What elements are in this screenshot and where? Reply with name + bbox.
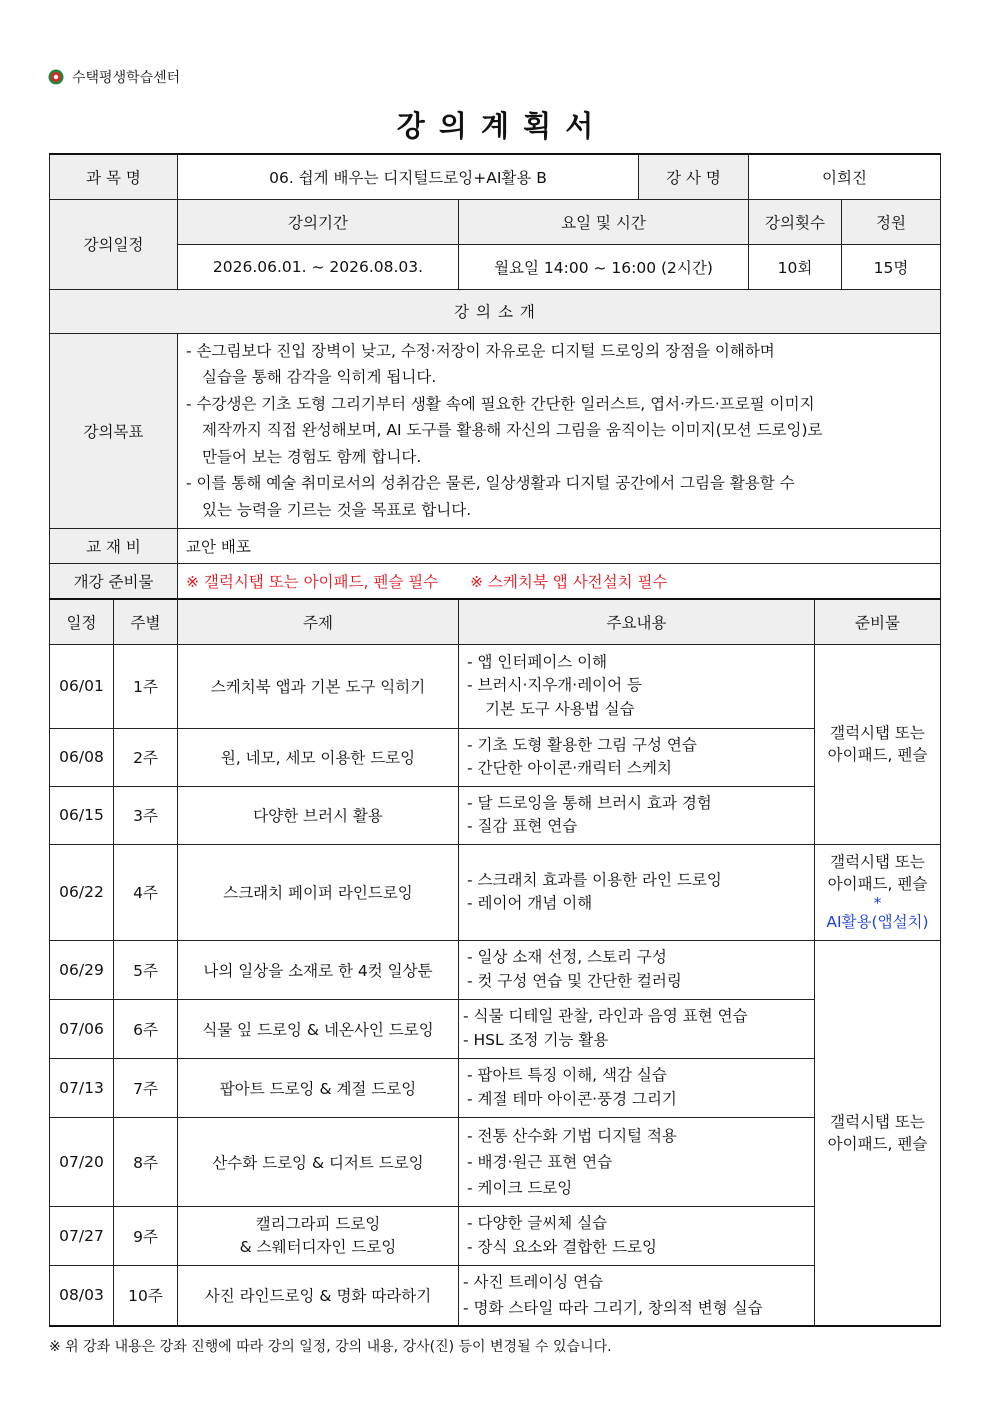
org-name: 수택평생학습센터	[72, 70, 181, 86]
row-date: 06/01	[50, 644, 114, 728]
objective-item: - 수강생은 기초 도형 그리기부터 생활 속에 필요한 간단한 일러스트, 엽서·카드·프로필 이미지 제작까지 직접 완성해보며, AI 도구를 활용해 자신의 그림을 움직이는 이미지(모션 드로잉)로 만들어 보는 경험도 함께 합니다.	[186, 394, 823, 466]
supplies-value	[178, 563, 941, 598]
content-item: - 케이크 드로잉	[467, 1178, 573, 1197]
content-item: 기본 도구 사용법 실습	[485, 699, 635, 718]
content-item: - 스크래치 효과를 이용한 라인 드로잉	[467, 870, 722, 889]
topic-line: 캘리그라피 드로잉	[255, 1214, 381, 1233]
prep-text: 아이패드, 펜슬	[827, 746, 928, 764]
row-date: 06/08	[50, 728, 114, 786]
row-content	[459, 999, 815, 1058]
prep-group-3	[815, 940, 941, 1326]
course-info-table	[49, 153, 941, 599]
row-week: 5주	[114, 940, 178, 999]
col-content: 주요내용	[459, 599, 815, 644]
row-topic: 스케치북 앱과 기본 도구 익히기	[178, 644, 459, 728]
prep-ai-note: AI활용(앱설치)	[826, 913, 929, 931]
table-row	[50, 999, 941, 1058]
supplies-app: ※ 스케치북 앱 사전설치 필수	[470, 572, 668, 591]
table-row	[50, 644, 941, 728]
page-title: 강 의 계 획 서	[396, 109, 596, 143]
textbook-label: 교 재 비	[50, 528, 178, 563]
col-week: 주별	[114, 599, 178, 644]
content-item: - 달 드로잉을 통해 브러시 효과 경험	[467, 793, 712, 812]
col-date: 일정	[50, 599, 114, 644]
content-item: - 질감 표현 연습	[467, 817, 578, 835]
content-item: - 간단한 아이콘·캐릭터 스케치	[467, 759, 672, 777]
row-content	[459, 844, 815, 940]
footer-note: ※ 위 강좌 내용은 강좌 진행에 따라 강의 일정, 강의 내용, 강사(진) 등이 변경될 수 있습니다.	[49, 1339, 612, 1355]
objective-content	[178, 333, 941, 528]
content-item: - 전통 산수화 기법 디지털 적용	[467, 1126, 677, 1145]
content-item: - 배경·원근 표현 연습	[467, 1152, 613, 1171]
content-item: - 브러시·지우개·레이어 등	[467, 676, 643, 695]
flower-logo-icon	[48, 69, 64, 85]
prep-group-2	[815, 844, 941, 940]
weekly-plan-table	[49, 598, 941, 1327]
day-time-value: 월요일 14:00 ~ 16:00 (2시간)	[459, 244, 749, 289]
row-topic: 원, 네모, 세모 이용한 드로잉	[178, 728, 459, 786]
content-item: - 사진 트레이싱 연습	[463, 1273, 604, 1292]
content-item: - 일상 소재 선정, 스토리 구성	[467, 948, 667, 966]
row-content	[459, 728, 815, 786]
capacity-value: 15명	[842, 244, 941, 289]
row-content	[459, 1206, 815, 1265]
page-header	[48, 66, 180, 88]
intro-heading: 강 의 소 개	[50, 289, 941, 333]
sessions-label: 강의횟수	[749, 199, 842, 244]
table-row	[50, 1265, 941, 1326]
row-date: 07/06	[50, 999, 114, 1058]
row-date: 07/13	[50, 1058, 114, 1117]
row-topic: 팝아트 드로잉 & 계절 드로잉	[178, 1058, 459, 1117]
row-content	[459, 786, 815, 844]
schedule-label: 강의일정	[50, 199, 178, 289]
content-item: - HSL 조정 기능 활용	[463, 1030, 609, 1049]
row-content	[459, 644, 815, 728]
period-value: 2026.06.01. ~ 2026.08.03.	[178, 244, 459, 289]
row-week: 8주	[114, 1117, 178, 1206]
table-row	[50, 786, 941, 844]
table-row	[50, 728, 941, 786]
prep-text: 갤럭시탭 또는	[830, 724, 925, 742]
col-topic: 주제	[178, 599, 459, 644]
row-week: 2주	[114, 728, 178, 786]
prep-asterisk: *	[873, 894, 882, 912]
table-row	[50, 1206, 941, 1265]
row-date: 07/20	[50, 1117, 114, 1206]
content-item: - 식물 디테일 관찰, 라인과 음영 표현 연습	[463, 1007, 748, 1025]
row-topic	[178, 1206, 459, 1265]
content-item: - 명화 스타일 따라 그리기, 창의적 변형 실습	[463, 1299, 763, 1318]
content-item: - 기초 도형 활용한 그림 구성 연습	[467, 735, 697, 754]
row-week: 6주	[114, 999, 178, 1058]
prep-group-1	[815, 644, 941, 844]
row-content	[459, 940, 815, 999]
row-topic: 다양한 브러시 활용	[178, 786, 459, 844]
prep-text: 갤럭시탭 또는	[830, 1112, 925, 1131]
row-week: 9주	[114, 1206, 178, 1265]
row-date: 06/22	[50, 844, 114, 940]
row-week: 7주	[114, 1058, 178, 1117]
row-date: 08/03	[50, 1265, 114, 1326]
row-week: 1주	[114, 644, 178, 728]
row-content	[459, 1058, 815, 1117]
table-row	[50, 1117, 941, 1206]
capacity-label: 정원	[842, 199, 941, 244]
subject-value: 06. 쉽게 배우는 디지털드로잉+AI활용 B	[178, 154, 639, 199]
content-item: - 장식 요소와 결합한 드로잉	[467, 1237, 658, 1256]
period-label: 강의기간	[178, 199, 459, 244]
objective-label: 강의목표	[50, 333, 178, 528]
table-row	[50, 1058, 941, 1117]
prep-text: 아이패드, 펜슬	[827, 875, 928, 893]
textbook-value: 교안 배포	[178, 528, 941, 563]
content-item: - 앱 인터페이스 이해	[467, 652, 608, 671]
col-prep: 준비물	[815, 599, 941, 644]
supplies-label: 개강 준비물	[50, 563, 178, 598]
content-item: - 다양한 글씨체 실습	[467, 1214, 608, 1232]
content-item: - 팝아트 특징 이해, 색감 실습	[467, 1066, 667, 1084]
row-week: 4주	[114, 844, 178, 940]
row-content	[459, 1117, 815, 1206]
row-date: 06/15	[50, 786, 114, 844]
row-week: 3주	[114, 786, 178, 844]
subject-label: 과 목 명	[50, 154, 178, 199]
row-topic: 사진 라인드로잉 & 명화 따라하기	[178, 1265, 459, 1326]
objective-item: - 손그림보다 진입 장벽이 낮고, 수정·저장이 자유로운 디지털 드로잉의 장점을 이해하며 실습을 통해 감각을 익히게 됩니다.	[186, 341, 775, 387]
day-time-label: 요일 및 시간	[459, 199, 749, 244]
row-topic: 나의 일상을 소재로 한 4컷 일상툰	[178, 940, 459, 999]
row-topic: 산수화 드로잉 & 디저트 드로잉	[178, 1117, 459, 1206]
content-item: - 레이어 개념 이해	[467, 894, 593, 912]
table-row	[50, 844, 941, 940]
prep-text: 갤럭시탭 또는	[830, 853, 925, 871]
objective-item: - 이를 통해 예술 취미로서의 성취감은 물론, 일상생활과 디지털 공간에서 그림을 활용할 수 있는 능력을 기르는 것을 목표로 합니다.	[186, 474, 795, 519]
row-date: 06/29	[50, 940, 114, 999]
row-date: 07/27	[50, 1206, 114, 1265]
instructor-label: 강 사 명	[639, 154, 749, 199]
row-content	[459, 1265, 815, 1326]
supplies-tablet: ※ 갤럭시탭 또는 아이패드, 펜슬 필수	[186, 572, 439, 591]
row-week: 10주	[114, 1265, 178, 1326]
content-item: - 컷 구성 연습 및 간단한 컬러링	[467, 971, 682, 990]
table-row	[50, 940, 941, 999]
row-topic: 스크래치 페이퍼 라인드로잉	[178, 844, 459, 940]
sessions-value: 10회	[749, 244, 842, 289]
topic-line: & 스웨터디자인 드로잉	[239, 1237, 397, 1256]
row-topic: 식물 잎 드로잉 & 네온사인 드로잉	[178, 999, 459, 1058]
prep-text: 아이패드, 펜슬	[827, 1134, 928, 1153]
instructor-value: 이희진	[749, 154, 941, 199]
objective-list	[186, 338, 932, 524]
content-item: - 계절 테마 아이콘·풍경 그리기	[467, 1089, 677, 1108]
